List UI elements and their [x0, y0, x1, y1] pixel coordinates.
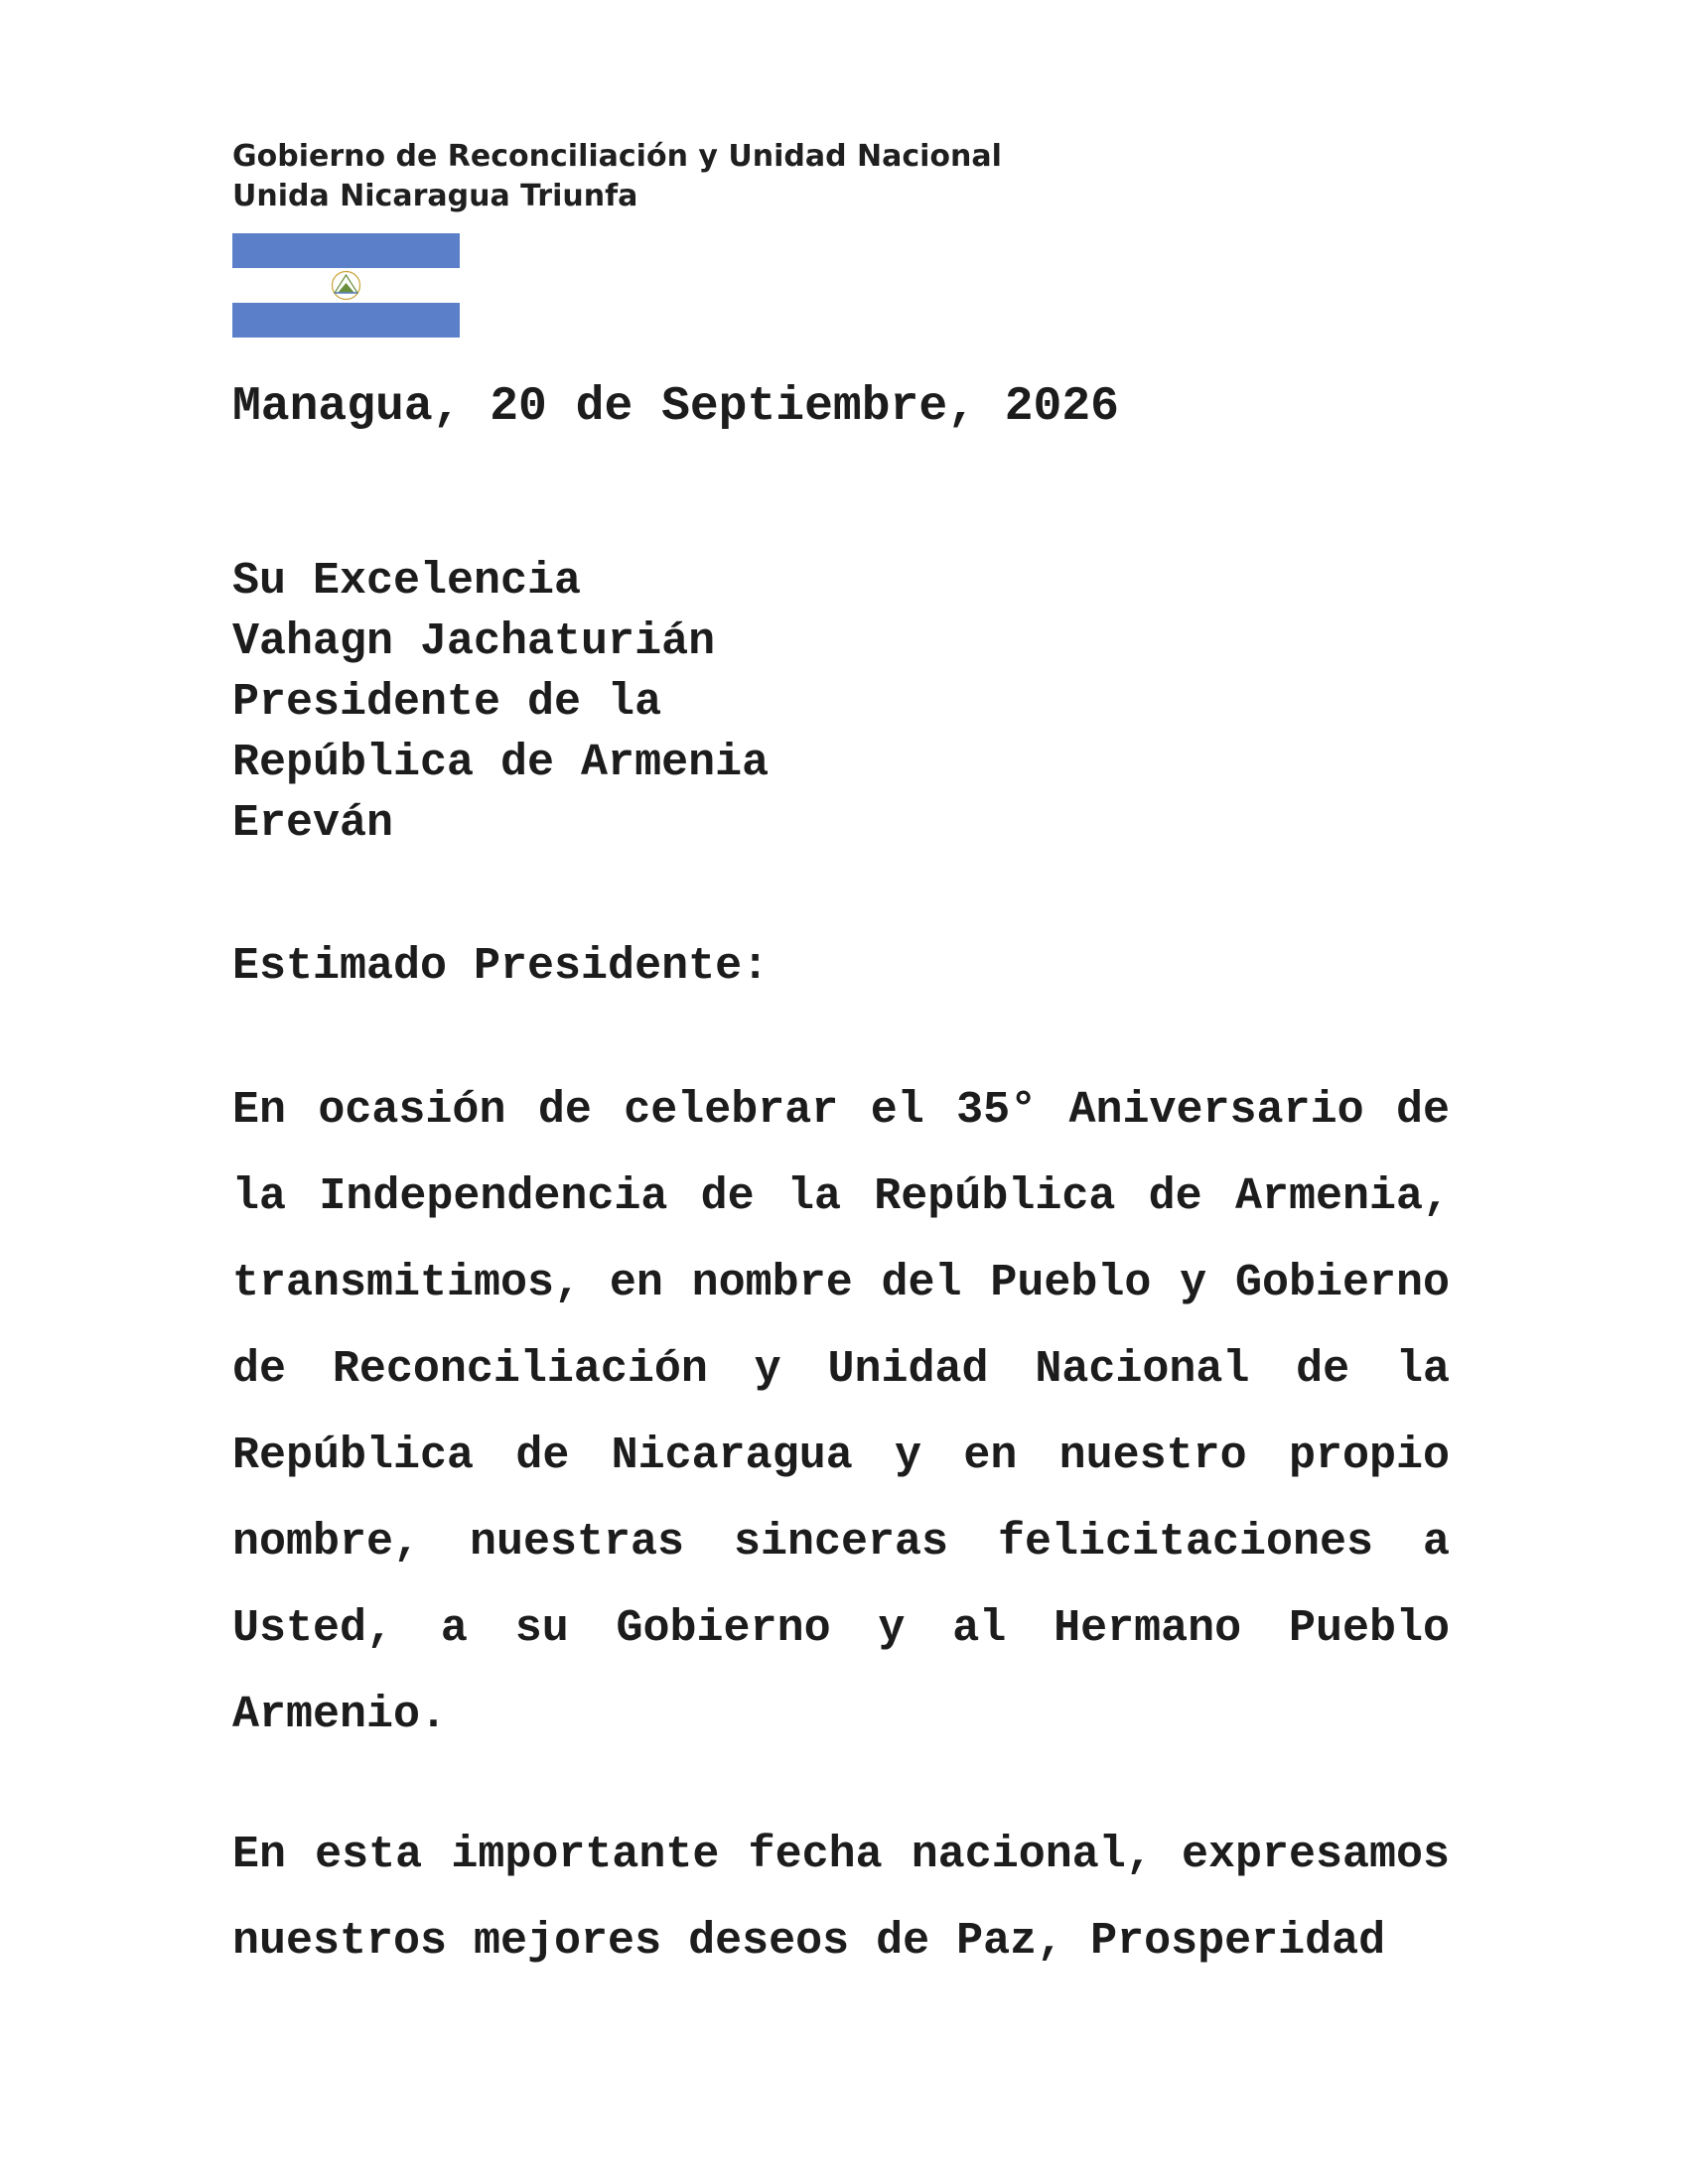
recipient-block: [232, 551, 769, 854]
letter-date: Managua, 20 de Septiembre, 2026: [232, 380, 1119, 434]
nicaragua-flag-icon: [232, 233, 460, 338]
body-paragraph: En esta importante fecha nacional, expresamos nuestros mejores deseos de Paz, Prosperidad: [232, 1830, 1450, 1967]
recipient-city: Ereván: [232, 798, 394, 849]
government-slogan: Unida Nicaragua Triunfa: [232, 179, 638, 213]
recipient-title: Presidente de la: [232, 677, 662, 728]
salutation: Estimado Presidente:: [232, 941, 770, 992]
recipient-honorific: Su Excelencia: [232, 556, 582, 607]
body-paragraph: En ocasión de celebrar el 35° Aniversario de la Independencia de la República de Armenia, transmitimos, en nombre del Pueblo y Gobierno de Reconciliación y Unidad Nacional de la República de Nicaragua y en nuestro propio nombre, nuestras sinceras felicitaciones a Usted, a su Gobierno y al Hermano Pueblo Armenio.: [232, 1085, 1450, 1740]
letterhead: [232, 137, 1002, 216]
recipient-country: República de Armenia: [232, 738, 770, 788]
recipient-name: Vahagn Jachaturián: [232, 616, 716, 667]
government-name: Gobierno de Reconciliación y Unidad Nacional: [232, 139, 1002, 174]
